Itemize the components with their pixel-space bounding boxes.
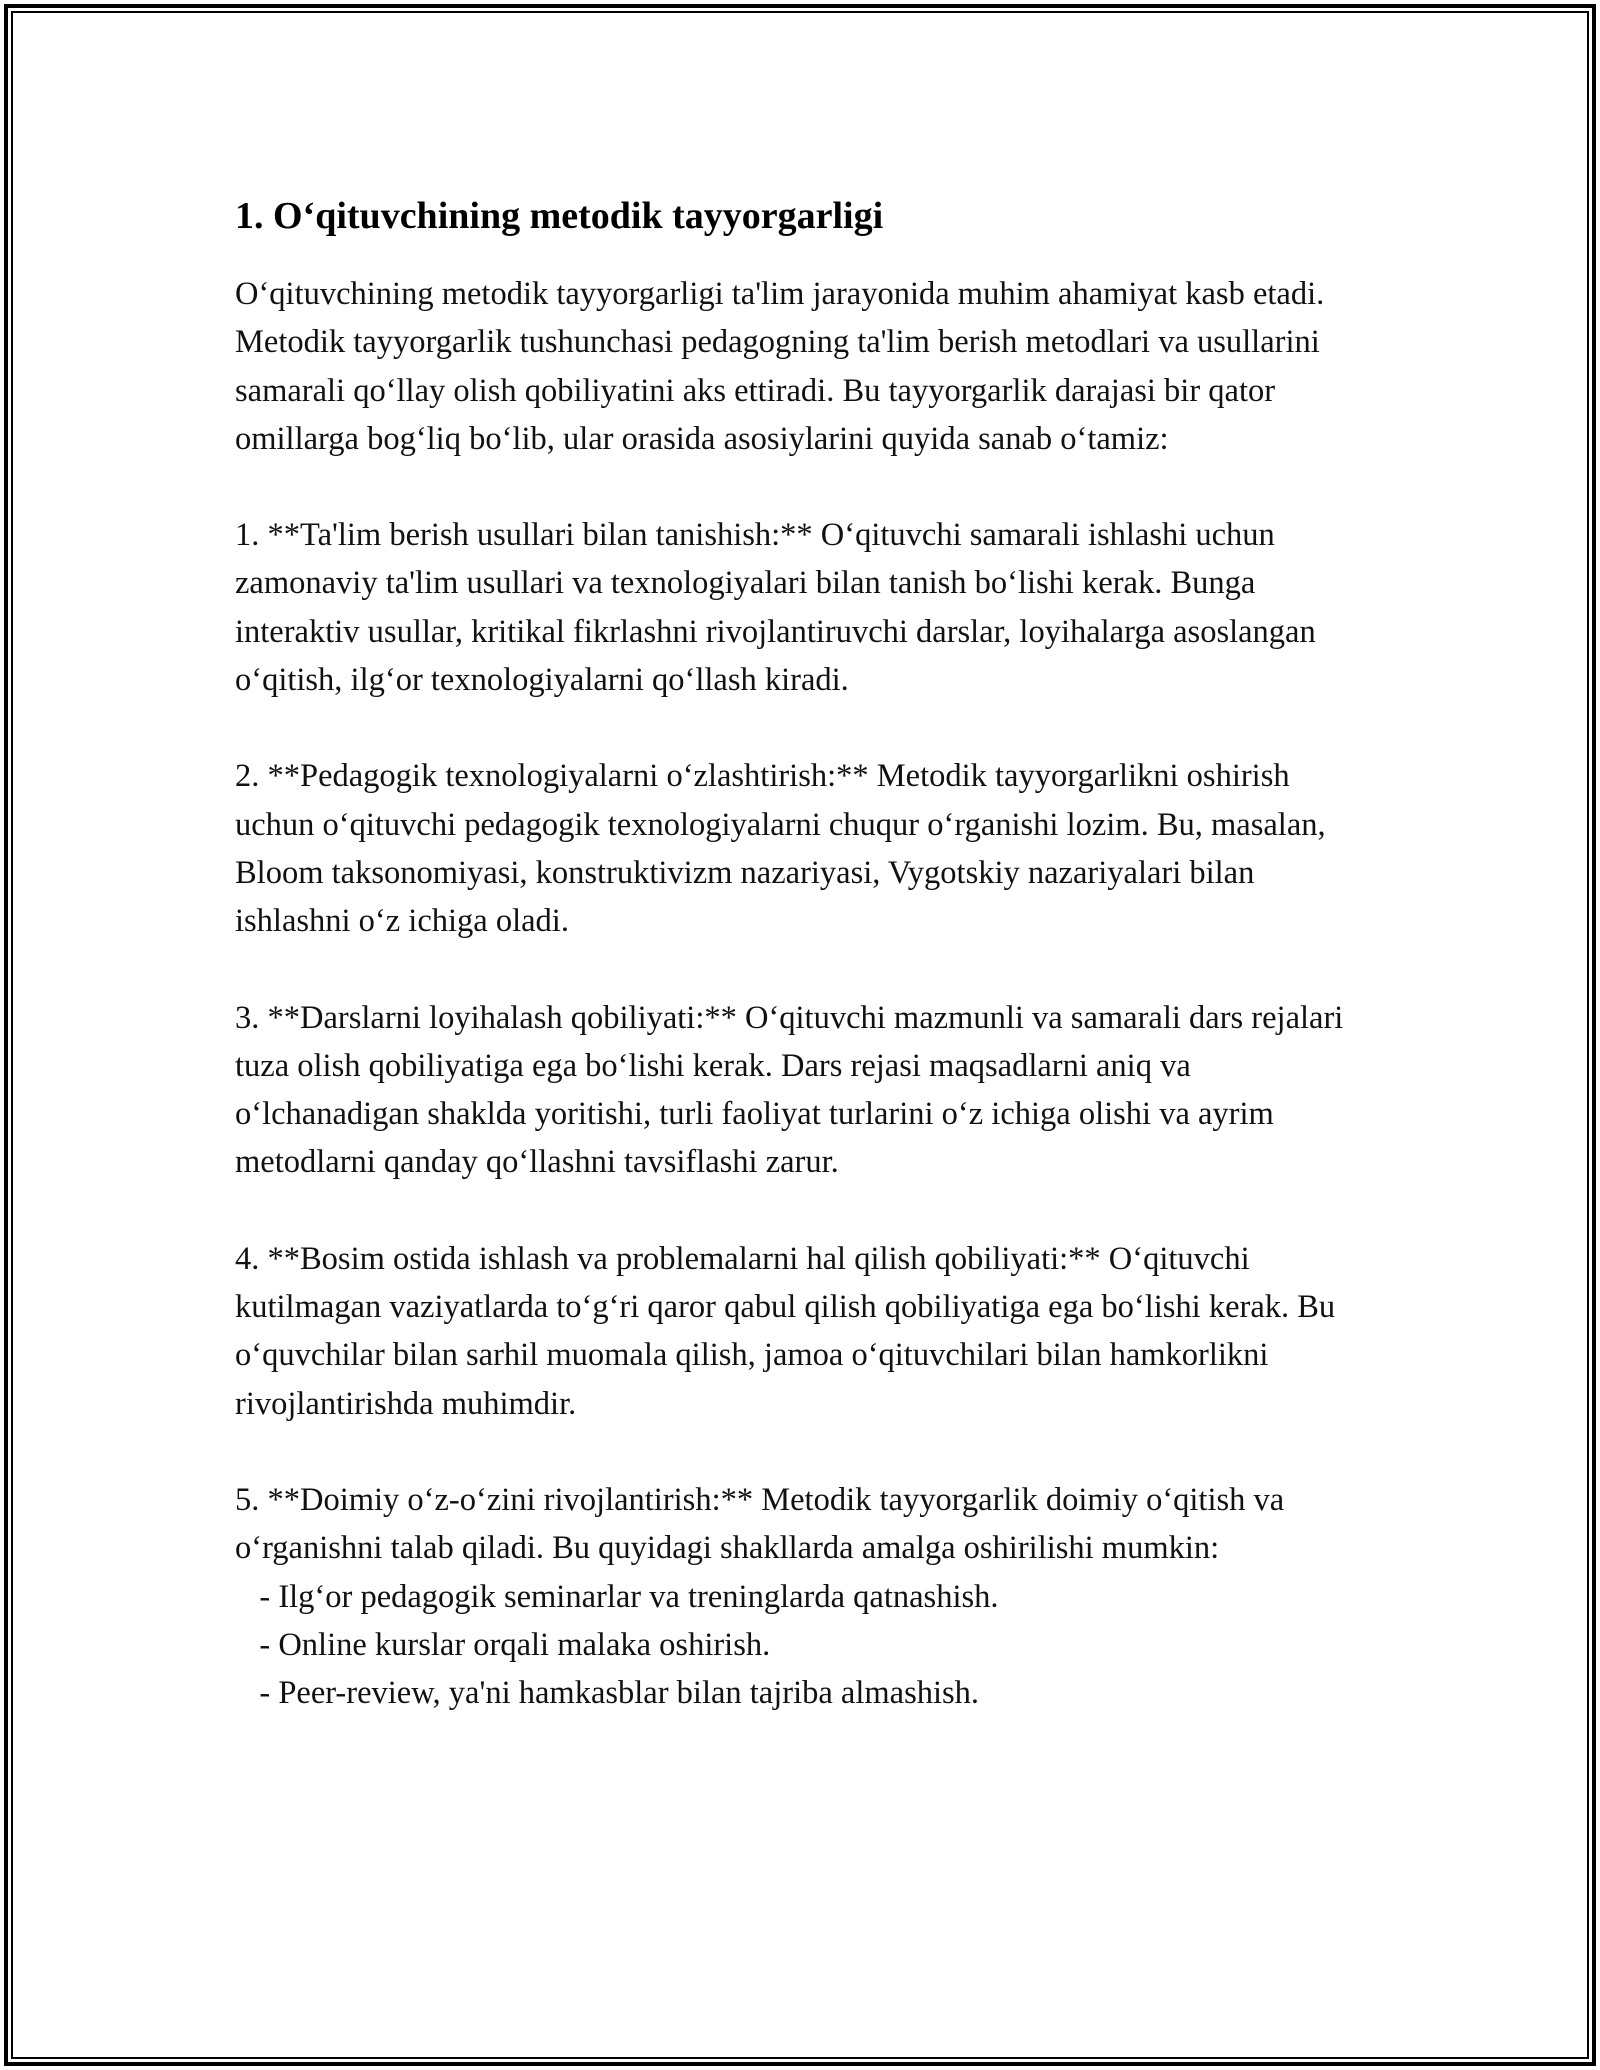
sub-list-item-2: - Online kurslar orqali malaka oshirish. xyxy=(235,1626,771,1663)
list-item-4: 4. **Bosim ostida ishlash va problemalarni hal qilish qobiliyati:** O‘qituvchi kutilmagan vaziyatlarda to‘g‘ri qaror qabul qilish qobiliyatiga ega bo‘lishi kerak. Bu o‘quvchilar bilan sarhil muomala qilish, jamoa o‘qituvchilari bilan hamkorlikni rivojlantirishda muhimdir. xyxy=(235,1240,1336,1422)
sub-list-item-1: - Ilg‘or pedagogik seminarlar va treninglarda qatnashish. xyxy=(235,1578,999,1615)
document-body xyxy=(235,190,1375,1717)
sub-list-item-3: - Peer-review, ya'ni hamkasblar bilan tajriba almashish. xyxy=(235,1675,980,1712)
sub-list xyxy=(235,1573,1375,1718)
list-item-2: 2. **Pedagogik texnologiyalarni o‘zlashtirish:** Metodik tayyorgarlikni oshirish uchun o‘qituvchi pedagogik texnologiyalarni chuqur o‘rganishi lozim. Bu, masalan, Bloom taksonomiyasi, konstruktivizm nazariyasi, Vygotskiy nazariyalari bilan ishlashni o‘z ichiga oladi. xyxy=(235,758,1326,940)
list-item-1: 1. **Ta'lim berish usullari bilan tanishish:** O‘qituvchi samarali ishlashi uchun zamonaviy ta'lim usullari va texnologiyalari bilan tanish bo‘lishi kerak. Bunga interaktiv usullar, kritikal fikrlashni rivojlantiruvchi darslar, loyihalarga asoslangan o‘qitish, ilg‘or texnologiyalarni qo‘llash kiradi. xyxy=(235,517,1316,699)
page-title: 1. O‘qituvchining metodik tayyorgarligi xyxy=(235,195,884,237)
list-item-5: 5. **Doimiy o‘z-o‘zini rivojlantirish:** Metodik tayyorgarlik doimiy o‘qitish va o‘rganishni talab qiladi. Bu quyidagi shakllarda amalga oshirilishi mumkin: xyxy=(235,1481,1285,1567)
intro-paragraph: O‘qituvchining metodik tayyorgarligi ta'lim jarayonida muhim ahamiyat kasb etadi. Metodik tayyorgarlik tushunchasi pedagogning ta'lim berish metodlari va usullarini samarali qo‘llay olish qobiliyatini aks ettiradi. Bu tayyorgarlik darajasi bir qator omillarga bog‘liq bo‘lib, ular orasida asosiylarini quyida sanab o‘tamiz: xyxy=(235,276,1325,457)
list-item-3: 3. **Darslarni loyihalash qobiliyati:** O‘qituvchi mazmunli va samarali dars rejalari tuza olish qobiliyatiga ega bo‘lishi kerak. Dars rejasi maqsadlarni aniq va o‘lchanadigan shaklda yoritishi, turli faoliyat turlarini o‘z ichiga olishi va ayrim metodlarni qanday qo‘llashni tavsiflashi zarur. xyxy=(235,999,1344,1181)
